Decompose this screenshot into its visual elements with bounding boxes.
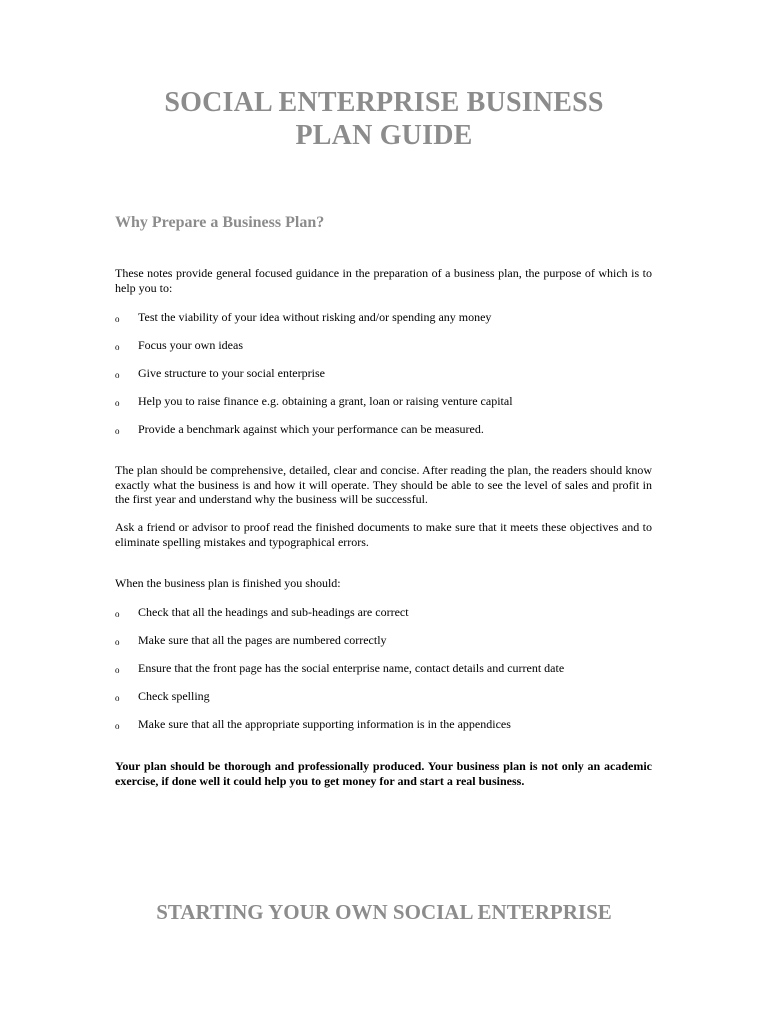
- page-title: [0, 86, 768, 152]
- purpose-bullet-text: Give structure to your social enterprise: [138, 366, 325, 380]
- bullet-marker: o: [115, 342, 120, 352]
- intro-paragraph: These notes provide general focused guidance in the preparation of a business plan, the purpose of which is to help you to:: [115, 266, 652, 295]
- bullet-marker: o: [115, 637, 120, 647]
- bullet-marker: o: [115, 314, 120, 324]
- finished-bullet-text: Make sure that all the pages are numbered correctly: [138, 633, 387, 647]
- purpose-bullet-text: Provide a benchmark against which your performance can be measured.: [138, 422, 484, 436]
- page-title-line-1: SOCIAL ENTERPRISE BUSINESS: [164, 87, 604, 118]
- purpose-bullet-text: Help you to raise finance e.g. obtaining a grant, loan or raising venture capital: [138, 394, 513, 408]
- section-heading: Why Prepare a Business Plan?: [115, 214, 325, 231]
- purpose-bullet-text: Focus your own ideas: [138, 338, 243, 352]
- finished-bullet-text: Check that all the headings and sub-headings are correct: [138, 605, 409, 619]
- finished-bullet-text: Ensure that the front page has the social enterprise name, contact details and current date: [138, 661, 565, 675]
- plan-paragraph: The plan should be comprehensive, detailed, clear and concise. After reading the plan, the readers should know exactly what the business is and how it will operate. They should be able to see the level of sales and profit in the first year and understand why the business will be successful.: [115, 463, 652, 506]
- bullet-marker: o: [115, 426, 120, 436]
- bullet-marker: o: [115, 693, 120, 703]
- bullet-marker: o: [115, 398, 120, 408]
- finished-bullet-text: Make sure that all the appropriate supporting information is in the appendices: [138, 717, 511, 731]
- closing-bold-paragraph: Your plan should be thorough and professionally produced. Your business plan is not only an academic exercise, if done well it could help you to get money for and start a real business.: [115, 759, 652, 788]
- bullet-marker: o: [115, 609, 120, 619]
- finished-bullet-text: Check spelling: [138, 689, 210, 703]
- finished-intro: When the business plan is finished you should:: [115, 576, 341, 590]
- purpose-bullet-text: Test the viability of your idea without risking and/or spending any money: [138, 310, 492, 324]
- bullet-marker: o: [115, 721, 120, 731]
- bullet-marker: o: [115, 665, 120, 675]
- bullet-marker: o: [115, 370, 120, 380]
- proof-read-paragraph: Ask a friend or advisor to proof read the finished documents to make sure that it meets these objectives and to eliminate spelling mistakes and typographical errors.: [115, 520, 652, 549]
- footer-heading: STARTING YOUR OWN SOCIAL ENTERPRISE: [156, 900, 612, 924]
- page-title-line-2: PLAN GUIDE: [295, 120, 473, 151]
